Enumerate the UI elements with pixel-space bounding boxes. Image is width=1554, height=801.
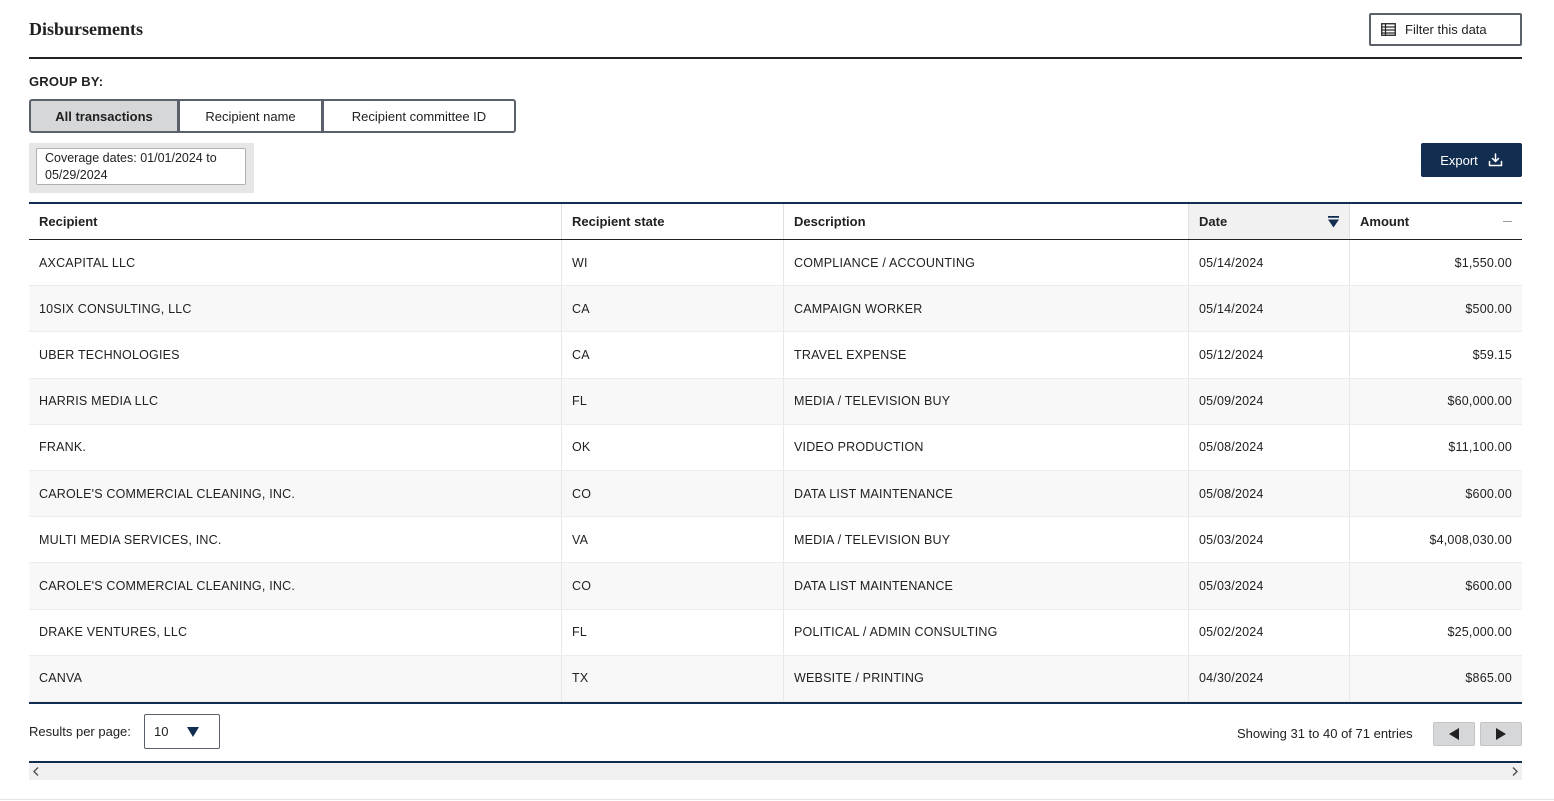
cell-amount: $59.15 xyxy=(1472,347,1512,362)
group-by-toggle xyxy=(29,99,516,133)
minus-icon xyxy=(1503,221,1512,222)
cell-recipient: CAROLE'S COMMERCIAL CLEANING, INC. xyxy=(29,563,562,608)
cell-date: 05/14/2024 xyxy=(1189,240,1350,285)
filter-data-label: Filter this data xyxy=(1405,22,1487,37)
cell-recipient: DRAKE VENTURES, LLC xyxy=(29,610,562,655)
cell-recipient: CANVA xyxy=(29,656,562,701)
cell-recipient: FRANK. xyxy=(29,425,562,470)
column-header-amount[interactable] xyxy=(1350,204,1522,239)
download-icon xyxy=(1488,153,1503,167)
export-button[interactable] xyxy=(1421,143,1522,177)
cell-amount: $600.00 xyxy=(1465,578,1512,593)
cell-date: 05/08/2024 xyxy=(1189,425,1350,470)
title-divider xyxy=(29,57,1522,59)
cell-recipient-state: TX xyxy=(562,656,784,701)
cell-description: CAMPAIGN WORKER xyxy=(784,286,1189,331)
table-row xyxy=(29,332,1522,378)
scroll-right-icon[interactable] xyxy=(1512,767,1518,776)
group-by-label: GROUP BY: xyxy=(29,74,104,89)
disbursements-panel xyxy=(29,0,1522,801)
column-header-description[interactable]: Description xyxy=(784,204,1189,239)
table-row xyxy=(29,286,1522,332)
cell-amount: $11,100.00 xyxy=(1448,440,1512,455)
table-header-row xyxy=(29,204,1522,240)
results-per-page-label: Results per page: xyxy=(29,724,131,739)
cell-recipient: AXCAPITAL LLC xyxy=(29,240,562,285)
cell-description: VIDEO PRODUCTION xyxy=(784,425,1189,470)
cell-description: POLITICAL / ADMIN CONSULTING xyxy=(784,610,1189,655)
triangle-right-icon xyxy=(1496,728,1506,740)
column-header-date[interactable] xyxy=(1189,204,1350,239)
pagination-status: Showing 31 to 40 of 71 entries xyxy=(1237,726,1413,741)
cell-amount: $500.00 xyxy=(1465,301,1512,316)
page-bottom-divider xyxy=(0,799,1554,800)
table-bottom-divider xyxy=(29,702,1522,704)
horizontal-scrollbar[interactable] xyxy=(29,763,1522,780)
cell-description: DATA LIST MAINTENANCE xyxy=(784,471,1189,516)
cell-recipient: 10SIX CONSULTING, LLC xyxy=(29,286,562,331)
cell-amount: $4,008,030.00 xyxy=(1429,532,1512,547)
cell-description: MEDIA / TELEVISION BUY xyxy=(784,517,1189,562)
cell-date: 05/02/2024 xyxy=(1189,610,1350,655)
cell-description: TRAVEL EXPENSE xyxy=(784,332,1189,377)
cell-description: MEDIA / TELEVISION BUY xyxy=(784,379,1189,424)
cell-recipient-state: FL xyxy=(562,610,784,655)
results-per-page-value: 10 xyxy=(154,724,169,739)
table-row xyxy=(29,379,1522,425)
cell-amount: $1,550.00 xyxy=(1454,255,1512,270)
column-header-recipient[interactable]: Recipient xyxy=(29,204,562,239)
cell-amount: $600.00 xyxy=(1465,486,1512,501)
cell-recipient-state: CO xyxy=(562,563,784,608)
cell-amount: $60,000.00 xyxy=(1447,394,1512,409)
cell-amount: $25,000.00 xyxy=(1447,625,1512,640)
export-label: Export xyxy=(1440,152,1478,168)
cell-description: DATA LIST MAINTENANCE xyxy=(784,563,1189,608)
table-body xyxy=(29,240,1522,702)
caret-down-icon xyxy=(187,727,199,737)
previous-page-button[interactable] xyxy=(1433,722,1475,746)
cell-recipient-state: VA xyxy=(562,517,784,562)
sort-descending-icon xyxy=(1328,216,1339,228)
cell-amount: $865.00 xyxy=(1465,671,1512,686)
table-row xyxy=(29,656,1522,702)
cell-date: 05/14/2024 xyxy=(1189,286,1350,331)
column-header-date-label: Date xyxy=(1199,214,1228,229)
cell-recipient-state: WI xyxy=(562,240,784,285)
cell-recipient-state: CA xyxy=(562,286,784,331)
group-recipient-name-button[interactable]: Recipient name xyxy=(179,99,323,133)
scroll-left-icon[interactable] xyxy=(33,767,39,776)
triangle-left-icon xyxy=(1449,728,1459,740)
table-filter-icon xyxy=(1381,23,1396,36)
coverage-dates-tag: Coverage dates: 01/01/2024 to 05/29/2024 xyxy=(36,148,246,185)
cell-recipient-state: FL xyxy=(562,379,784,424)
table-row xyxy=(29,563,1522,609)
table-row xyxy=(29,610,1522,656)
cell-date: 05/09/2024 xyxy=(1189,379,1350,424)
results-per-page-select[interactable] xyxy=(144,714,220,749)
table-row xyxy=(29,471,1522,517)
cell-date: 05/03/2024 xyxy=(1189,563,1350,608)
cell-date: 05/08/2024 xyxy=(1189,471,1350,516)
group-recipient-committee-id-button[interactable]: Recipient committee ID xyxy=(323,99,516,133)
cell-date: 05/12/2024 xyxy=(1189,332,1350,377)
filter-data-button[interactable] xyxy=(1369,13,1522,46)
next-page-button[interactable] xyxy=(1480,722,1522,746)
cell-recipient: HARRIS MEDIA LLC xyxy=(29,379,562,424)
table-row xyxy=(29,240,1522,286)
table-row xyxy=(29,517,1522,563)
table-row xyxy=(29,425,1522,471)
cell-recipient-state: CA xyxy=(562,332,784,377)
cell-recipient-state: CO xyxy=(562,471,784,516)
column-header-amount-label: Amount xyxy=(1360,214,1410,229)
cell-recipient: CAROLE'S COMMERCIAL CLEANING, INC. xyxy=(29,471,562,516)
cell-recipient: UBER TECHNOLOGIES xyxy=(29,332,562,377)
disbursements-table xyxy=(29,204,1522,702)
cell-recipient: MULTI MEDIA SERVICES, INC. xyxy=(29,517,562,562)
coverage-dates-container xyxy=(29,143,254,193)
cell-description: COMPLIANCE / ACCOUNTING xyxy=(784,240,1189,285)
cell-date: 05/03/2024 xyxy=(1189,517,1350,562)
column-header-recipient-state[interactable]: Recipient state xyxy=(562,204,784,239)
group-all-transactions-button[interactable]: All transactions xyxy=(29,99,179,133)
cell-recipient-state: OK xyxy=(562,425,784,470)
page-title: Disbursements xyxy=(29,19,144,39)
cell-date: 04/30/2024 xyxy=(1189,656,1350,701)
cell-description: WEBSITE / PRINTING xyxy=(784,656,1189,701)
